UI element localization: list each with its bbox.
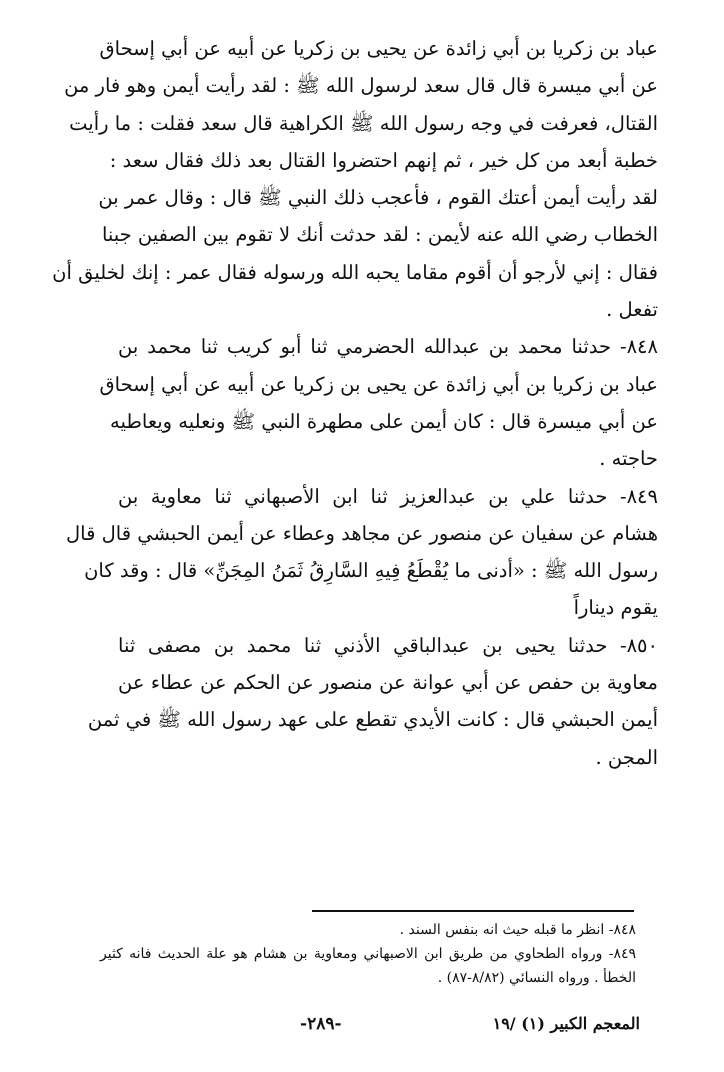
- text-line: أيمن الحبشي قال : كانت الأيدي تقطع على عهد رسول الله ﷺ في ثمن: [87, 708, 658, 732]
- main-text: [52, 30, 658, 776]
- text-line: فقال : إني لأرجو أن أقوم مقاما يحبه الله ورسوله فقال عمر : إنك لخليق أن: [52, 260, 658, 284]
- text-line: القتال، فعرفت في وجه رسول الله ﷺ الكراهية قال سعد فقلت : ما رأيت: [69, 111, 658, 135]
- running-title: المعجم الكبير (١) /١٩: [492, 1014, 640, 1033]
- text-line: عن أبي ميسرة قال : كان أيمن على مطهرة النبي ﷺ ونعليه ويعاطيه: [110, 409, 658, 433]
- hadith-848-line: ٨٤٨- حدثنا محمد بن عبدالله الحضرمي ثنا أبو كريب ثنا محمد بن: [118, 335, 658, 359]
- text-line: هشام عن سفيان عن منصور عن مجاهد وعطاء عن أيمن الحبشي قال قال: [65, 521, 658, 545]
- text-line: عن أبي ميسرة قال قال سعد لرسول الله ﷺ : لقد رأيت أيمن وهو فار من: [64, 74, 658, 98]
- text-line: المجن .: [595, 745, 658, 769]
- footnote-848: ٨٤٨- انظر ما قبله حيث انه بنفس السند .: [399, 922, 636, 938]
- text-line: عباد بن زكريا بن أبي زائدة عن يحيى بن زكريا عن أبيه عن أبي إسحاق: [99, 37, 658, 60]
- footnotes: [100, 918, 636, 990]
- page-footer: [60, 1014, 640, 1044]
- footnote-849-cont: الخطأ . ورواه النسائي (٨/٨٢-٨٧) .: [437, 970, 636, 986]
- footnote-849: ٨٤٩- ورواه الطحاوي من طريق ابن الاصبهاني ومعاوية بن هشام هو علة الحديث فانه كثير: [100, 946, 636, 962]
- text-line: خطبة أبعد من كل خير ، ثم إنهم احتضروا القتال بعد ذلك فقال سعد :: [109, 148, 658, 172]
- footnote-separator: [312, 910, 634, 912]
- text-line: عباد بن زكريا بن أبي زائدة عن يحيى بن زكريا عن أبيه عن أبي إسحاق: [99, 372, 658, 396]
- text-line: حاجته .: [599, 447, 658, 471]
- hadith-850-line: ٨٥٠- حدثنا يحيى بن عبدالباقي الأذني ثنا محمد بن مصفى ثنا: [118, 633, 658, 657]
- text-line: معاوية بن حفص عن أبي عوانة عن منصور عن الحكم عن عطاء عن: [118, 671, 658, 695]
- text-line: لقد رأيت أيمن أعتك القوم ، فأعجب ذلك النبي ﷺ قال : وقال عمر بن: [98, 186, 658, 210]
- text-line: الخطاب رضي الله عنه لأيمن : لقد حدثت أنك لا تقوم بين الصفين جبنا: [101, 223, 658, 247]
- page-number: -٢٨٩-: [300, 1014, 342, 1034]
- text-line: تفعل .: [606, 298, 658, 322]
- hadith-849-line: ٨٤٩- حدثنا علي بن عبدالعزيز ثنا ابن الأصبهاني ثنا معاوية بن: [118, 484, 658, 508]
- text-line: رسول الله ﷺ : «أدنى ما يُقْطَعُ فِيهِ السَّارِقُ ثَمَنُ المِجَنِّ» قال : وقد كان: [84, 559, 658, 583]
- text-line: يقوم ديناراً: [573, 596, 658, 620]
